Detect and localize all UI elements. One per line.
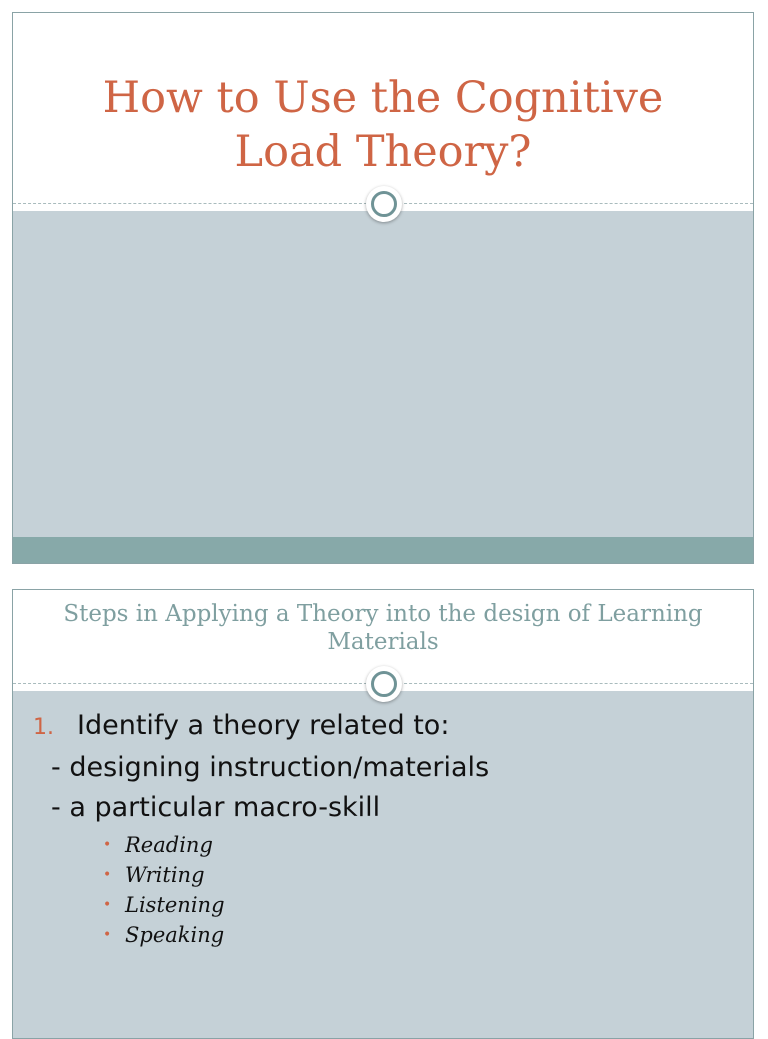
slide-content [33,706,733,950]
ring-icon [366,186,402,222]
list-item [103,920,733,950]
skill-label: Listening [125,893,225,917]
ring-icon [366,666,402,702]
slide-title [13,13,753,179]
step-text: Identify a theory related to: [77,710,450,741]
skill-label: Reading [125,833,213,857]
sub-point: - a particular macro-skill [51,792,381,823]
slide-2 [12,589,754,1039]
slide-title: Steps in Applying a Theory into the design of Learning Materials [63,601,703,655]
bullet-icon: • [103,867,112,883]
list-item [103,860,733,890]
sub-point: - designing instruction/materials [51,752,490,783]
skills-list [33,830,733,950]
numbered-step [33,706,733,748]
skill-label: Speaking [125,923,225,947]
title-area [13,13,753,206]
bullet-icon: • [103,897,112,913]
list-item [103,890,733,920]
footer-band [13,537,753,563]
list-item [103,830,733,860]
title-line-1: How to Use the Cognitive [102,73,664,123]
title-line-2: Load Theory? [234,127,532,177]
slide-1 [12,12,754,564]
slide-body-background [13,211,753,563]
bullet-icon: • [103,927,112,943]
bullet-icon: • [103,837,112,853]
step-number: 1. [33,715,54,740]
skill-label: Writing [125,863,205,887]
